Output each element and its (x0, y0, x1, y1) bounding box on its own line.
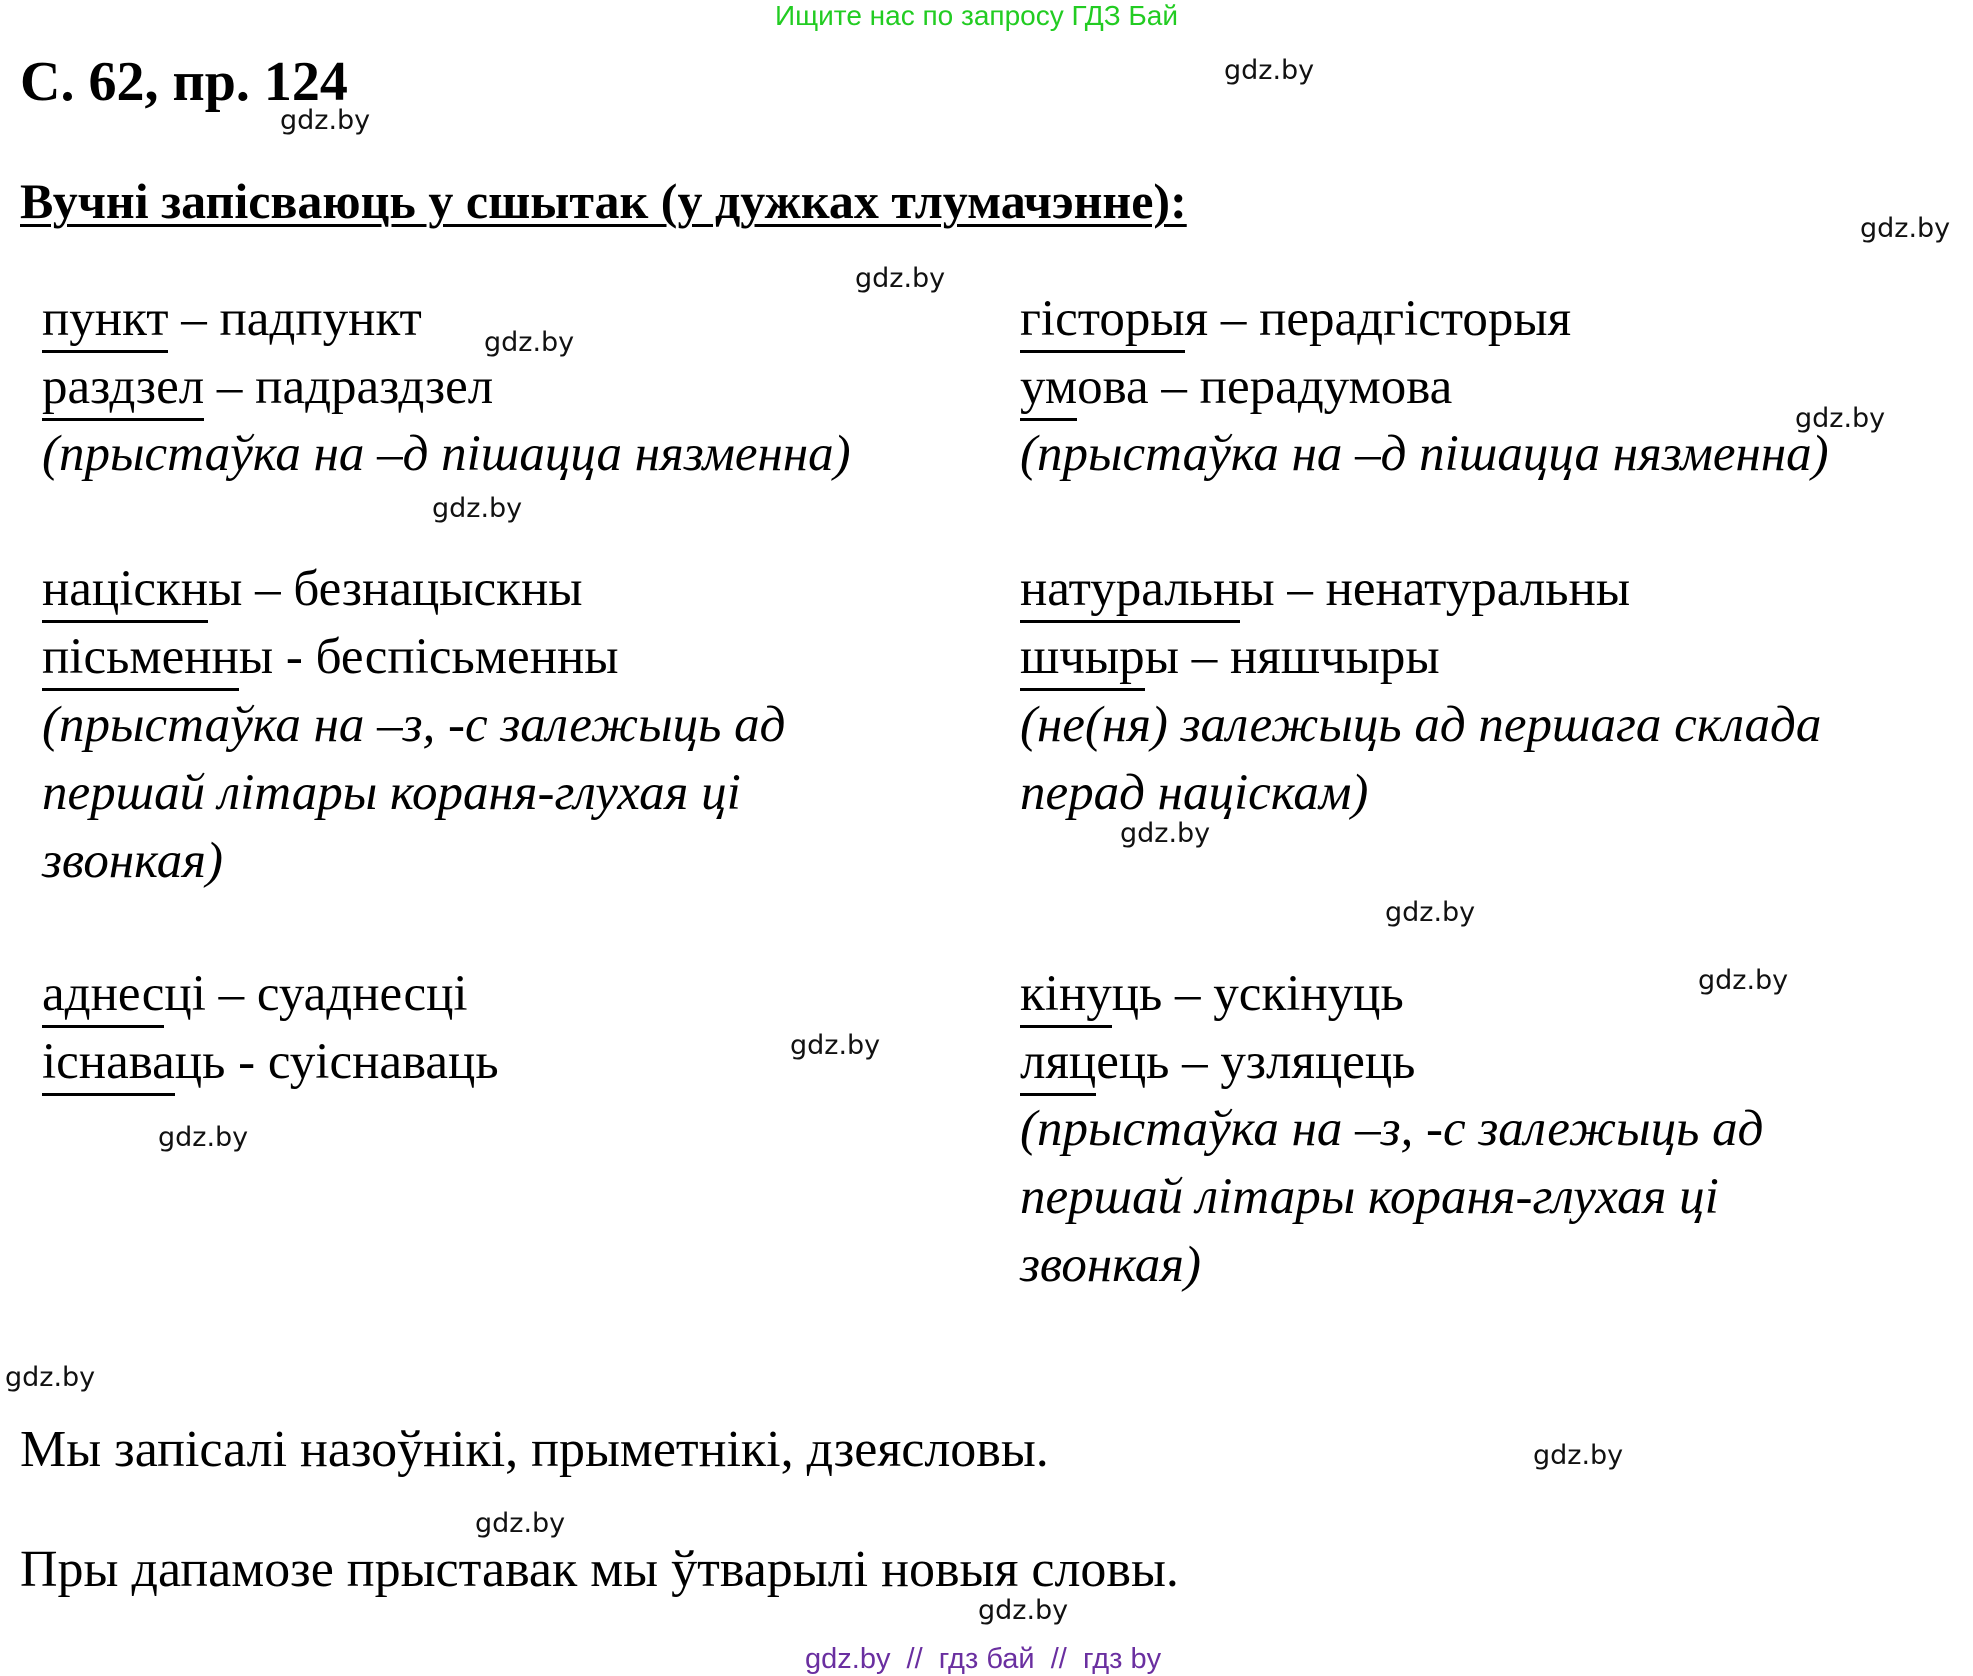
word-pair (42, 1033, 499, 1091)
exercise-instruction: Вучні запісваюць у сшытак (у дужках тлумачэнне): (20, 173, 1187, 229)
watermark: gdz.by (790, 1030, 881, 1061)
watermark: gdz.by (280, 105, 371, 136)
explanation-note: звонкая) (1020, 1237, 1201, 1293)
explanation-note: першай літары кораня-глухая ці (1020, 1169, 1719, 1225)
word-rest: ці – суаднесці (164, 966, 468, 1022)
watermark: gdz.by (1385, 897, 1476, 928)
word-pair (1020, 628, 1440, 686)
word-pair (1020, 358, 1452, 416)
explanation-note: (прыстаўка на –з, -с залежыць ад (42, 697, 786, 753)
explanation-note: першай літары кораня-глухая ці (42, 765, 741, 821)
word-rest: – падпункт (168, 291, 422, 347)
word-rest: ы – безнацыскны (208, 561, 583, 617)
word-root: існава (42, 1034, 175, 1090)
word-root: пісьменн (42, 629, 239, 685)
word-root: кіну (1020, 966, 1112, 1022)
word-rest: ць - суіснаваць (174, 1034, 499, 1090)
word-rest: ова – перадумова (1077, 359, 1453, 415)
word-pair (1020, 1033, 1415, 1091)
word-pair (42, 560, 583, 618)
word-root: ум (1020, 359, 1078, 415)
word-pair (42, 965, 468, 1023)
footer-links[interactable]: gdz.by // гдз бай // гдз by (805, 1643, 1162, 1675)
explanation-note: перад націскам) (1020, 765, 1369, 821)
conclusion-line: Пры дапамозе прыставак мы ўтварылі новыя словы. (20, 1541, 1179, 1598)
word-rest: – падраздзел (204, 359, 494, 415)
watermark: gdz.by (855, 263, 946, 294)
explanation-note: (не(ня) залежыць ад першага склада (1020, 697, 1822, 753)
explanation-note: (прыстаўка на –д пішацца нязменна) (42, 426, 851, 482)
watermark: gdz.by (1533, 1440, 1624, 1471)
word-rest: ець – узляцець (1096, 1034, 1416, 1090)
watermark: gdz.by (432, 493, 523, 524)
watermark: gdz.by (5, 1362, 96, 1393)
watermark: gdz.by (1698, 965, 1789, 996)
watermark: gdz.by (1224, 55, 1315, 86)
word-pair (1020, 965, 1404, 1023)
word-root: ляц (1020, 1034, 1097, 1090)
word-root: аднес (42, 966, 165, 1022)
watermark: gdz.by (1795, 403, 1886, 434)
word-rest: ы - беспісьменны (238, 629, 619, 685)
watermark: gdz.by (475, 1508, 566, 1539)
word-pair (1020, 290, 1571, 348)
word-pair (42, 290, 422, 348)
word-pair (42, 628, 619, 686)
watermark: gdz.by (978, 1595, 1069, 1626)
conclusion-line: Мы запісалі назоўнікі, прыметнікі, дзеясловы. (20, 1421, 1049, 1478)
explanation-note: звонкая) (42, 833, 223, 889)
page-title: С. 62, пр. 124 (20, 51, 348, 113)
explanation-note: (прыстаўка на –д пішацца нязменна) (1020, 426, 1829, 482)
word-pair (42, 358, 493, 416)
top-banner[interactable]: Ищите нас по запросу ГДЗ Бай (775, 0, 1179, 31)
watermark: gdz.by (484, 327, 575, 358)
watermark: gdz.by (158, 1122, 249, 1153)
explanation-note: (прыстаўка на –з, -с залежыць ад (1020, 1101, 1764, 1157)
word-rest: ы – няшчыры (1144, 629, 1440, 685)
word-root: націскн (42, 561, 209, 617)
watermark: gdz.by (1120, 818, 1211, 849)
watermark: gdz.by (1860, 213, 1951, 244)
word-rest: ы – ненатуральны (1240, 561, 1631, 617)
word-root: пункт (42, 291, 169, 347)
word-root: шчыр (1020, 629, 1145, 685)
word-root: гісторы (1020, 291, 1185, 347)
word-root: натуральн (1020, 561, 1241, 617)
word-rest: я – перадгісторыя (1184, 291, 1572, 347)
word-root: раздзел (42, 359, 205, 415)
word-pair (1020, 560, 1630, 618)
word-rest: ць – ускінуць (1111, 966, 1404, 1022)
